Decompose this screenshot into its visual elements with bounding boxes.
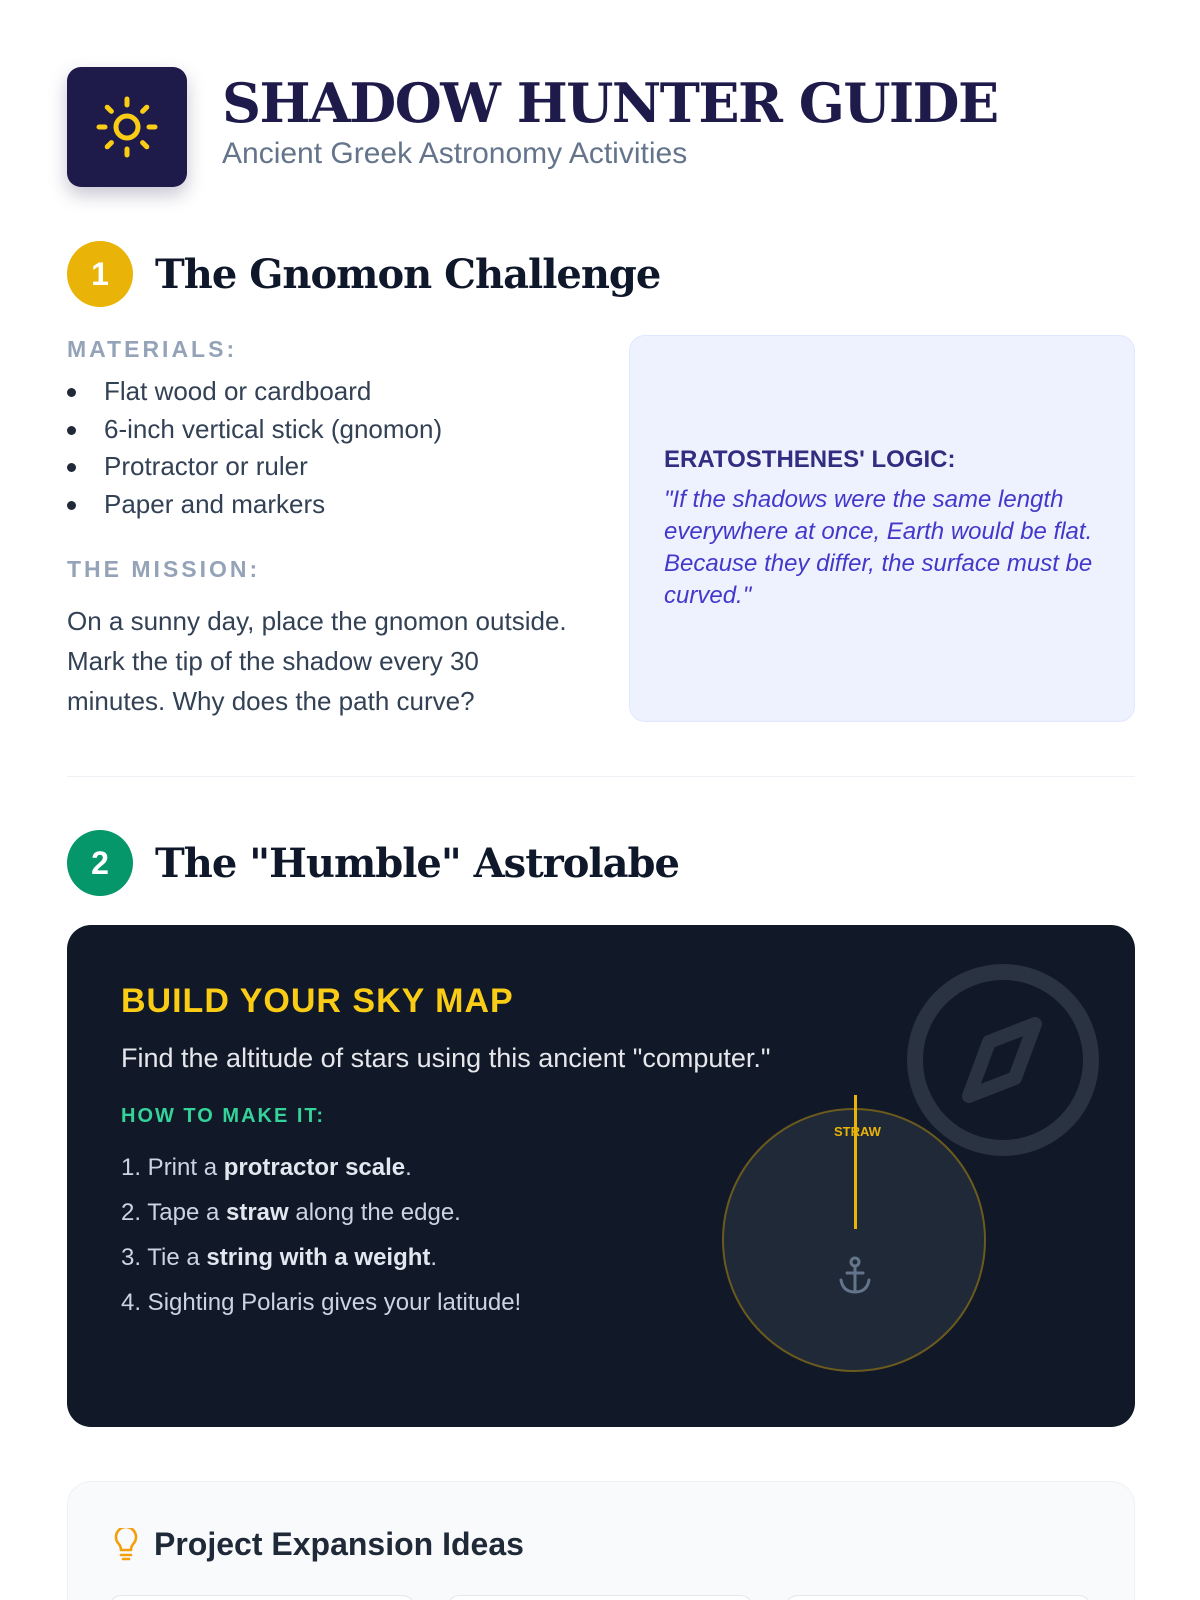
how-to-label: HOW TO MAKE IT: <box>121 1105 326 1127</box>
steps-list <box>121 1145 521 1325</box>
page-subtitle: Ancient Greek Astronomy Activities <box>222 137 688 171</box>
gnomon-details <box>67 336 587 721</box>
eratosthenes-logic-box <box>629 335 1135 722</box>
idea-card[interactable] <box>784 1595 1092 1600</box>
astrolabe-card <box>67 925 1135 1427</box>
card-subtitle: Find the altitude of stars using this ancient "computer." <box>121 1043 771 1073</box>
sun-icon <box>95 95 159 159</box>
section-divider <box>67 776 1135 777</box>
idea-card[interactable] <box>446 1595 754 1600</box>
list-item: 4. Sighting Polaris gives your latitude! <box>121 1289 522 1316</box>
logic-label: ERATOSTHENES' LOGIC: <box>664 445 956 473</box>
list-item: Paper and markers <box>67 486 587 524</box>
logic-quote: "If the shadows were the same length everywhere at once, Earth would be flat. Because they differ, the surface must be curved." <box>664 485 1093 609</box>
idea-card[interactable] <box>108 1595 416 1600</box>
list-item: Protractor or ruler <box>67 448 587 486</box>
card-title: BUILD YOUR SKY MAP <box>121 982 514 1020</box>
mission-label: THE MISSION: <box>67 556 261 582</box>
materials-label: MATERIALS: <box>67 336 238 362</box>
section-number-badge: 1 <box>67 241 133 307</box>
list-item: 1. Print a protractor scale. <box>121 1154 412 1181</box>
lightbulb-icon <box>112 1528 140 1562</box>
list-item: Flat wood or cardboard <box>67 373 587 411</box>
page-header <box>67 67 998 187</box>
materials-list <box>67 373 587 523</box>
page-title: SHADOW HUNTER GUIDE <box>222 70 998 135</box>
straw-line <box>854 1095 857 1229</box>
section-2-heading <box>67 830 679 896</box>
expansion-ideas-card <box>67 1481 1135 1600</box>
section-title: The "Humble" Astrolabe <box>155 839 679 887</box>
section-1-heading <box>67 241 660 307</box>
section-number-badge: 2 <box>67 830 133 896</box>
anchor-icon <box>837 1256 873 1296</box>
expansion-heading <box>112 1526 524 1563</box>
logo-badge <box>67 67 187 187</box>
straw-label: STRAW <box>834 1124 881 1139</box>
expansion-title: Project Expansion Ideas <box>154 1526 524 1562</box>
list-item: 3. Tie a string with a weight. <box>121 1244 438 1271</box>
mission-text: On a sunny day, place the gnomon outside. Mark the tip of the shadow every 30 minutes. Why does the path curve? <box>67 606 567 716</box>
compass-icon <box>903 960 1103 1160</box>
list-item: 2. Tape a straw along the edge. <box>121 1199 461 1226</box>
section-title: The Gnomon Challenge <box>155 250 661 298</box>
list-item: 6-inch vertical stick (gnomon) <box>67 411 587 449</box>
